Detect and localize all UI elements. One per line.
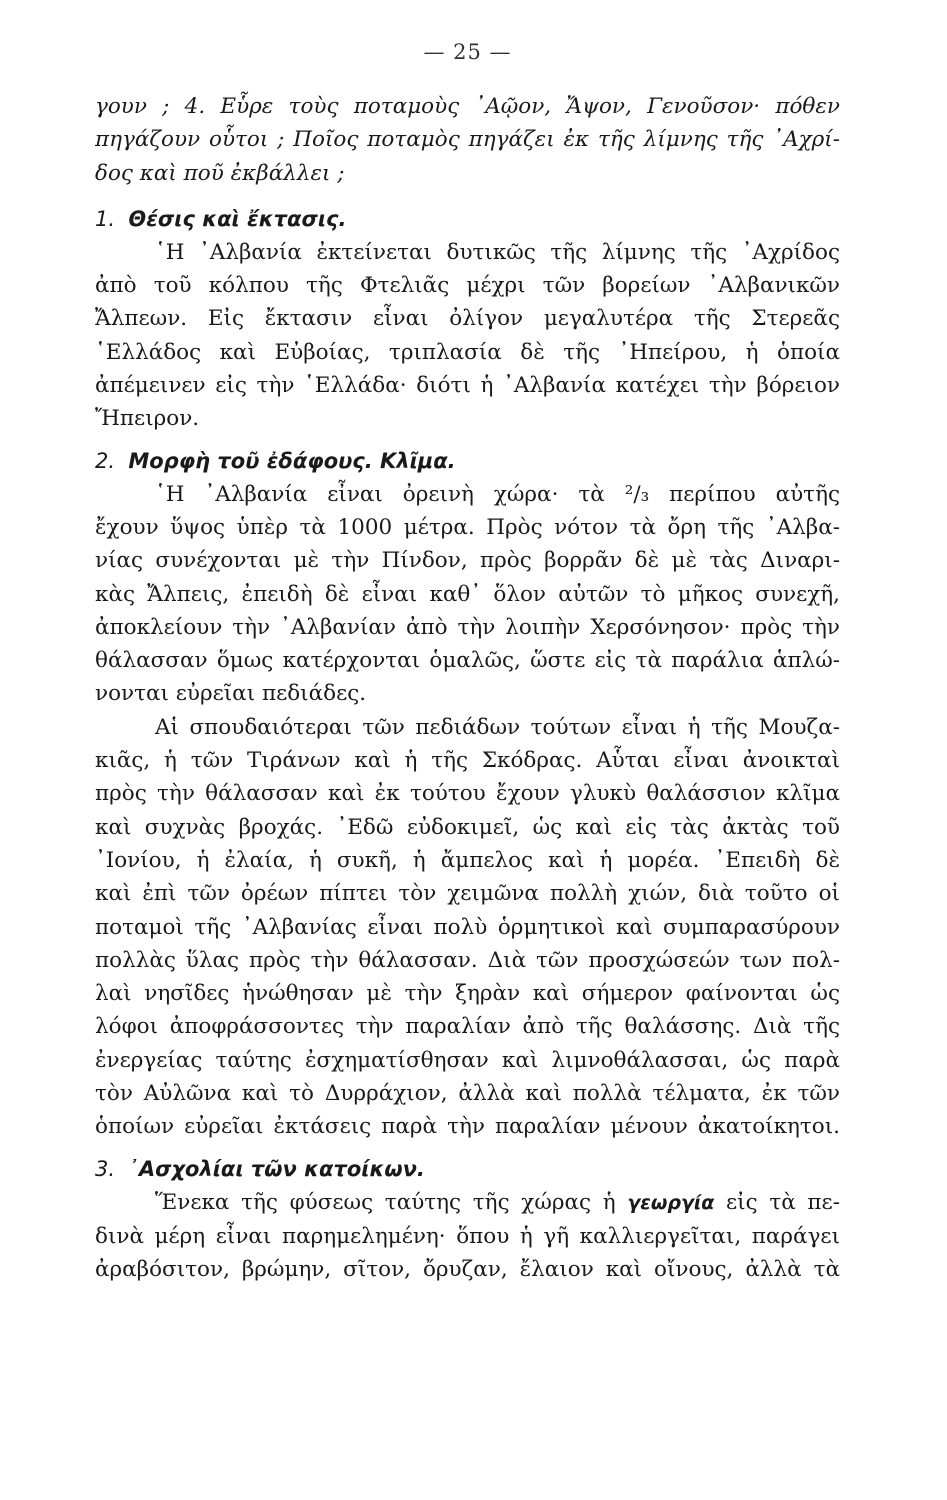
section-3-paragraph [95, 1186, 840, 1287]
text-line: ὁποίων εὐρεῖαι ἐκτάσεις παρὰ τὴν παραλίαν μένουν ἀκατοίκητοι. [95, 1114, 840, 1140]
text-line: Ἤπειρον. [95, 406, 200, 432]
section-3-title: ᾿Ασχολίαι τῶν κατοίκων. [128, 1156, 425, 1181]
text-line: ποταμοὶ τῆς ᾿Αλβανίας εἶναι πολὺ ὁρμητικοὶ καὶ συμπαρασύρουν [95, 914, 840, 940]
intro-line: πηγάζουν οὗτοι ; Ποῖος ποταμὸς πηγάζει ἐκ τῆς λίμνης τῆς ᾿Αχρί- [95, 127, 840, 153]
text-line: νονται εὐρεῖαι πεδιάδες. [95, 681, 367, 707]
text-line: ῾Η ᾿Αλβανία εἶναι ὀρεινὴ χώρα· τὰ ²/₃ περίπου αὐτῆς [155, 481, 840, 507]
intro-line: γουν ; 4. Εὗρε τοὺς ποταμοὺς ᾿Αῷον, Ἄψον, Γενοῦσον· πόθεν [95, 94, 840, 119]
text-line: ἔχουν ὕψος ὑπὲρ τὰ 1000 μέτρα. Πρὸς νότον τὰ ὄρη τῆς ᾿Αλβα- [95, 514, 840, 540]
section-2-paragraph-1 [95, 478, 840, 711]
text-line: πολλὰς ὕλας πρὸς τὴν θάλασσαν. Διὰ τῶν προσχώσεών των πολ- [95, 947, 840, 973]
section-2-heading [95, 444, 840, 478]
text-line: ἀπὸ τοῦ κόλπου τῆς Φτελιᾶς μέχρι τῶν βορείων ᾿Αλβανικῶν [95, 273, 840, 299]
emphasis-word: γεωργία [627, 1191, 715, 1214]
text-line: ἐνεργείας ταύτης ἐσχηματίσθησαν καὶ λιμνοθάλασσαι, ὡς παρὰ [95, 1047, 840, 1073]
section-2-number: 2. [95, 448, 116, 473]
text-line: ἀραβόσιτον, βρώμην, σῖτον, ὄρυζαν, ἔλαιον καὶ οἴνους, ἀλλὰ τὰ [95, 1257, 840, 1283]
intro-line: δος καὶ ποῦ ἐκβάλλει ; [95, 160, 345, 186]
text-span: Ἕνεκα τῆς φύσεως ταύτης τῆς χώρας ἡ [155, 1189, 616, 1215]
text-line: ἀπέμεινεν εἰς τὴν ῾Ελλάδα· διότι ἡ ᾿Αλβανία κατέχει τὴν βόρειον [95, 373, 840, 399]
section-2-title: Μορφὴ τοῦ ἐδάφους. Κλῖμα. [128, 448, 456, 473]
book-page [95, 40, 840, 1287]
text-line: θάλασσαν ὅμως κατέρχονται ὁμαλῶς, ὥστε εἰς τὰ παράλια ἁπλώ- [95, 648, 840, 674]
text-line: ῾Ελλάδος καὶ Εὐβοίας, τριπλασία δὲ τῆς ᾿Ηπείρου, ἡ ὁποία [95, 339, 840, 365]
text-line: καὶ συχνὰς βροχάς. ᾿Εδῶ εὐδοκιμεῖ, ὡς καὶ εἰς τὰς ἀκτὰς τοῦ [95, 814, 840, 840]
text-line: ῾Η ᾿Αλβανία ἐκτείνεται δυτικῶς τῆς λίμνης τῆς ᾿Αχρίδος [155, 239, 840, 265]
section-3-heading [95, 1152, 840, 1186]
text-line: δινὰ μέρη εἶναι παρημελημένη· ὅπου ἡ γῆ καλλιεργεῖται, παράγει [95, 1223, 840, 1249]
text-line: καὶ ἐπὶ τῶν ὀρέων πίπτει τὸν χειμῶνα πολλὴ χιών, διὰ τοῦτο οἱ [95, 881, 840, 907]
text-line [95, 1186, 840, 1220]
text-line: λαὶ νησῖδες ἡνώθησαν μὲ τὴν ξηρὰν καὶ σήμερον φαίνονται ὡς [95, 981, 840, 1007]
section-1-paragraph [95, 236, 840, 436]
section-3-number: 3. [95, 1156, 116, 1181]
text-line: Ἄλπεων. Εἰς ἔκτασιν εἶναι ὀλίγον μεγαλυτέρα τῆς Στερεᾶς [95, 306, 840, 332]
text-line: πρὸς τὴν θάλασσαν καὶ ἐκ τούτου ἔχουν γλυκὺ θαλάσσιον κλῖμα [95, 781, 840, 807]
page-number: — 25 — [423, 40, 512, 64]
section-1-number: 1. [95, 206, 116, 231]
section-1-title: Θέσις καὶ ἔκτασις. [128, 206, 347, 231]
text-span: εἰς τὰ πε- [726, 1189, 840, 1215]
intro-questions [95, 90, 840, 190]
text-line: κὰς Ἄλπεις, ἐπειδὴ δὲ εἶναι καθ᾿ ὅλον αὐτῶν τὸ μῆκος συνεχῆ, [95, 581, 840, 607]
text-line: τὸν Αὐλῶνα καὶ τὸ Δυρράχιον, ἀλλὰ καὶ πολλὰ τέλματα, ἐκ τῶν [95, 1081, 840, 1107]
text-line: ᾿Ιονίου, ἡ ἐλαία, ἡ συκῆ, ἡ ἄμπελος καὶ ἡ μορέα. ᾿Επειδὴ δὲ [95, 847, 840, 873]
text-line: ἀποκλείουν τὴν ᾿Αλβανίαν ἀπὸ τὴν λοιπὴν Χερσόνησον· πρὸς τὴν [95, 614, 840, 640]
section-1-heading [95, 202, 840, 236]
text-line: λόφοι ἀποφράσσοντες τὴν παραλίαν ἀπὸ τῆς θαλάσσης. Διὰ τῆς [95, 1014, 840, 1040]
section-2-paragraph-2 [95, 711, 840, 1144]
text-line: Αἱ σπουδαιότεραι τῶν πεδιάδων τούτων εἶναι ἡ τῆς Μουζα- [155, 714, 840, 740]
text-line: νίας συνέχονται μὲ τὴν Πίνδον, πρὸς βορρᾶν δὲ μὲ τὰς Διναρι- [95, 548, 840, 574]
text-line: κιᾶς, ἡ τῶν Τιράνων καὶ ἡ τῆς Σκόδρας. Αὗται εἶναι ἀνοικταὶ [95, 748, 840, 774]
